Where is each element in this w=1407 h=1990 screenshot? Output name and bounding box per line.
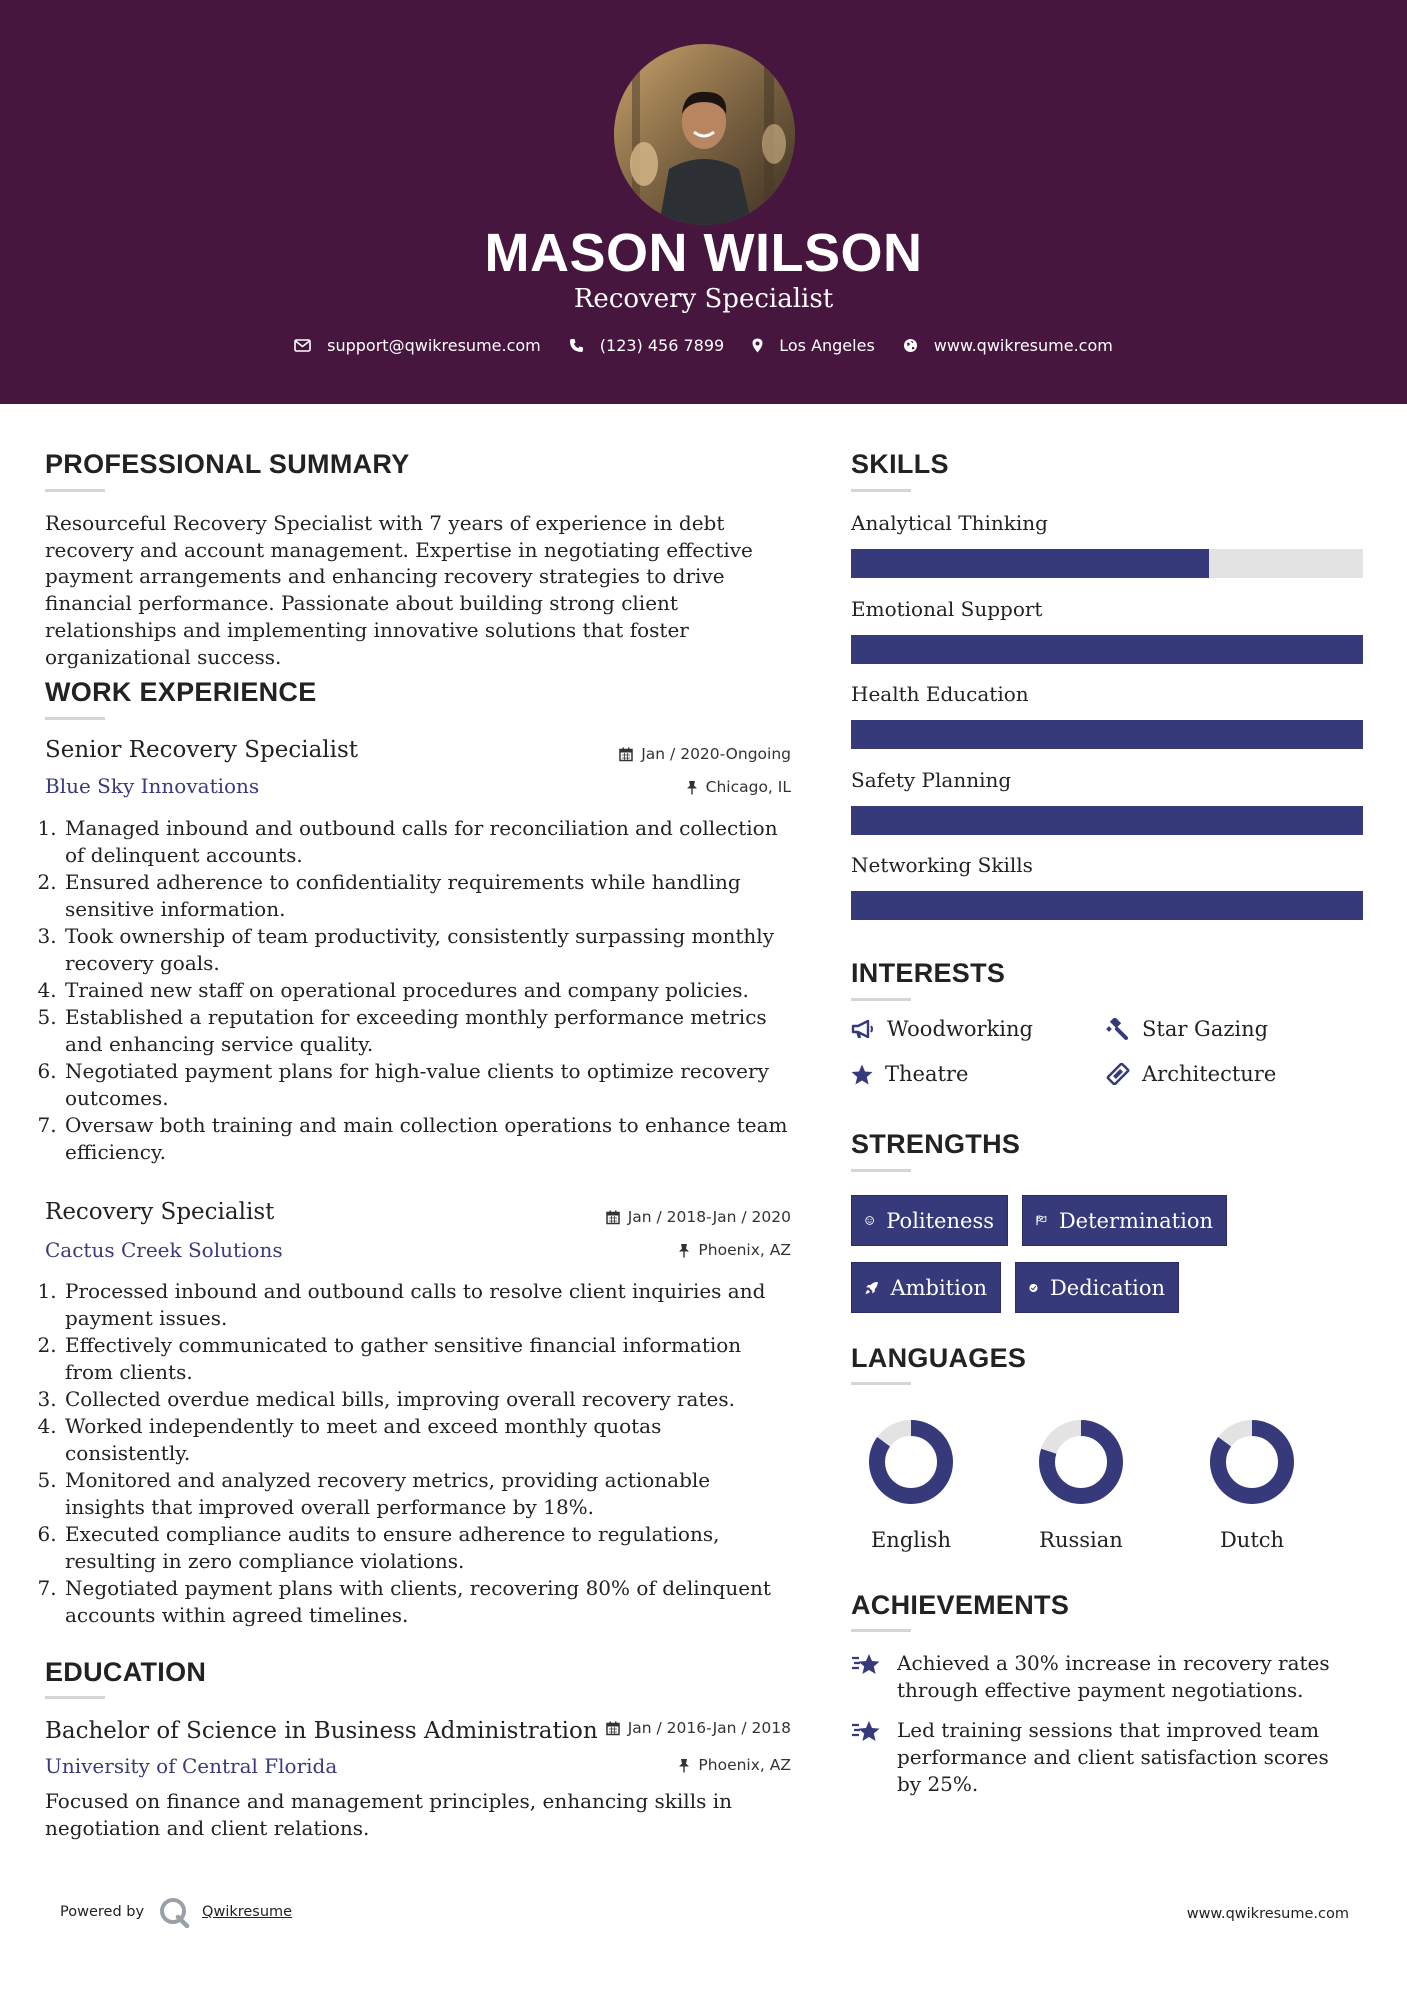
qwikresume-logo-icon <box>158 1896 192 1928</box>
education-description: Focused on finance and management principles, enhancing skills in negotiation and client relations. <box>45 1789 733 1840</box>
interests-heading: INTERESTS <box>851 958 1006 988</box>
skills-underline <box>851 489 911 492</box>
rocket-icon <box>865 1277 878 1299</box>
skill-label: Analytical Thinking <box>851 511 1048 535</box>
calendar-icon <box>619 747 633 762</box>
pushpin-icon <box>686 780 698 795</box>
list-item: 7. Oversaw both training and main collection operations to enhance team efficiency. <box>63 1112 790 1166</box>
achievements-heading: ACHIEVEMENTS <box>851 1590 1070 1620</box>
language-item <box>1187 1418 1317 1552</box>
pushpin-icon <box>678 1243 690 1258</box>
list-item: 2. Effectively communicated to gather sensitive financial information from clients. <box>63 1332 790 1386</box>
ticket-icon <box>1106 1063 1130 1085</box>
strength-badge <box>851 1262 1001 1313</box>
achievement-text: Led training sessions that improved team performance and client satisfaction scores by 25%. <box>897 1718 1329 1796</box>
achievements-underline <box>851 1629 911 1632</box>
summary-text: Resourceful Recovery Specialist with 7 years of experience in debt recovery and account management. Expertise in negotiating effective payment arrangements and enhancing recovery strategies to drive financial performance. Passionate about building strong client relationships and implementing innovative solutions that foster organizational success. <box>45 511 753 669</box>
strength-label: Ambition <box>890 1275 987 1300</box>
check-circle-icon <box>1029 1277 1038 1299</box>
resume-header <box>0 0 1407 404</box>
gavel-icon <box>1106 1018 1130 1040</box>
map-marker-icon <box>752 338 763 353</box>
language-label: English <box>870 1528 952 1552</box>
contact-website[interactable] <box>903 336 1113 355</box>
job-dates-text: Jan / 2020-Ongoing <box>641 745 791 763</box>
interest-item <box>851 1062 968 1086</box>
interests-underline <box>851 998 911 1001</box>
strengths-heading: STRENGTHS <box>851 1129 1021 1159</box>
language-label: Dutch <box>1219 1528 1285 1552</box>
skill-bar <box>851 720 1363 749</box>
megaphone-icon <box>851 1019 875 1039</box>
job-location <box>678 1241 791 1259</box>
language-label: Russian <box>1039 1528 1123 1552</box>
list-item: 5. Monitored and analyzed recovery metrics, providing actionable insights that improved overall performance by 18%. <box>63 1467 790 1521</box>
skill-bar-fill <box>851 891 1363 920</box>
interest-item <box>1106 1017 1268 1041</box>
list-item: 5. Established a reputation for exceeding monthly performance metrics and enhancing service quality. <box>63 1004 790 1058</box>
footer-website[interactable]: www.qwikresume.com <box>1186 1906 1349 1922</box>
list-item: 1. Processed inbound and outbound calls to resolve client inquiries and payment issues. <box>63 1278 790 1332</box>
contact-bar <box>0 336 1407 355</box>
education-location <box>678 1756 791 1774</box>
school-name: University of Central Florida <box>45 1754 338 1778</box>
pushpin-icon <box>678 1758 690 1773</box>
skill-bar <box>851 549 1363 578</box>
skill-label: Networking Skills <box>851 853 1033 877</box>
language-donut <box>867 1418 955 1506</box>
candidate-name: MASON WILSON <box>484 223 923 283</box>
job-title: Recovery Specialist <box>45 1199 275 1225</box>
job-dates-text: Jan / 2018-Jan / 2020 <box>627 1208 791 1226</box>
calendar-icon <box>606 1210 620 1225</box>
achievement-text: Achieved a 30% increase in recovery rates through effective payment negotiations. <box>897 1651 1330 1702</box>
star-icon <box>851 1064 873 1085</box>
skill-bar <box>851 806 1363 835</box>
job-title: Senior Recovery Specialist <box>45 737 359 763</box>
list-item: 6. Negotiated payment plans for high-value clients to optimize recovery outcomes. <box>63 1058 790 1112</box>
job-responsibilities <box>45 1278 790 1629</box>
contact-email[interactable] <box>294 336 541 355</box>
job-dates <box>606 1208 791 1226</box>
skills-heading: SKILLS <box>851 449 949 479</box>
skill-label: Safety Planning <box>851 767 1012 792</box>
envelope-icon <box>294 339 311 352</box>
languages-heading: LANGUAGES <box>851 1343 1027 1373</box>
contact-location <box>752 336 875 355</box>
strengths-underline <box>851 1169 911 1172</box>
strength-label: Politeness <box>886 1208 994 1233</box>
education-dates <box>606 1719 791 1737</box>
strength-label: Dedication <box>1049 1275 1165 1300</box>
job-location-text: Chicago, IL <box>705 778 791 796</box>
experience-heading: WORK EXPERIENCE <box>45 677 317 707</box>
phone-icon <box>569 338 584 353</box>
summary-heading: PROFESSIONAL SUMMARY <box>45 449 410 479</box>
powered-by-text: Powered by <box>60 1904 145 1920</box>
phone-text: (123) 456 7899 <box>599 336 725 355</box>
website-text: www.qwikresume.com <box>933 336 1113 355</box>
interest-label: Woodworking <box>887 1017 1033 1041</box>
calendar-icon <box>606 1721 620 1736</box>
list-item: 4. Trained new staff on operational procedures and company policies. <box>63 977 790 1004</box>
globe-icon <box>903 338 918 353</box>
candidate-role: Recovery Specialist <box>573 284 834 314</box>
achievement-item <box>851 1650 1351 1704</box>
location-text: Los Angeles <box>779 336 875 355</box>
education-underline <box>45 1696 105 1699</box>
interest-item <box>851 1017 1033 1041</box>
job-responsibilities <box>45 815 790 1166</box>
skill-bar <box>851 891 1363 920</box>
profile-photo <box>614 44 795 225</box>
interest-label: Architecture <box>1142 1062 1277 1086</box>
strength-badge <box>1015 1262 1179 1313</box>
language-donut <box>1208 1418 1296 1506</box>
list-item: 6. Executed compliance audits to ensure adherence to regulations, resulting in zero compliance violations. <box>63 1521 790 1575</box>
summary-underline <box>45 489 105 492</box>
smile-icon <box>865 1210 874 1231</box>
education-dates-text: Jan / 2016-Jan / 2018 <box>627 1719 791 1737</box>
list-item: 4. Worked independently to meet and exceed monthly quotas consistently. <box>63 1413 790 1467</box>
star-trophy-icon <box>851 1719 883 1745</box>
flag-icon <box>1036 1210 1047 1231</box>
strength-label: Determination <box>1058 1208 1213 1233</box>
star-trophy-icon <box>851 1652 883 1678</box>
language-item <box>846 1418 976 1552</box>
education-location-text: Phoenix, AZ <box>698 1756 791 1774</box>
skill-label: Emotional Support <box>851 596 1043 621</box>
list-item: 3. Took ownership of team productivity, consistently surpassing monthly recovery goals. <box>63 923 790 977</box>
job-location <box>686 778 791 796</box>
education-heading: EDUCATION <box>45 1657 207 1687</box>
strength-badge <box>851 1195 1008 1246</box>
interest-label: Theatre <box>885 1062 969 1086</box>
language-donut <box>1037 1418 1125 1506</box>
list-item: 7. Negotiated payment plans with clients, recovering 80% of delinquent accounts within agreed timelines. <box>63 1575 790 1629</box>
skill-bar-fill <box>851 549 1209 578</box>
skill-bar-fill <box>851 720 1363 749</box>
job-dates <box>619 745 791 763</box>
interest-label: Star Gazing <box>1142 1017 1269 1041</box>
language-item <box>1016 1418 1146 1552</box>
qwikresume-link[interactable]: Qwikresume <box>202 1904 293 1920</box>
email-text: support@qwikresume.com <box>327 336 541 355</box>
strength-badge <box>1022 1195 1227 1246</box>
degree-title: Bachelor of Science in Business Administration <box>45 1718 598 1744</box>
skill-bar-fill <box>851 806 1363 835</box>
skill-label: Health Education <box>851 682 1029 706</box>
skill-bar <box>851 635 1363 664</box>
job-company: Cactus Creek Solutions <box>45 1238 283 1262</box>
list-item: 1. Managed inbound and outbound calls for reconciliation and collection of delinquent accounts. <box>63 815 790 869</box>
footer-powered-by <box>60 1896 292 1928</box>
experience-underline <box>45 717 105 720</box>
job-company: Blue Sky Innovations <box>45 774 260 798</box>
languages-underline <box>851 1382 911 1385</box>
list-item: 2. Ensured adherence to confidentiality requirements while handling sensitive information. <box>63 869 790 923</box>
contact-phone[interactable] <box>569 336 724 355</box>
job-location-text: Phoenix, AZ <box>698 1241 791 1259</box>
achievement-item <box>851 1717 1351 1798</box>
list-item: 3. Collected overdue medical bills, improving overall recovery rates. <box>63 1386 790 1413</box>
interest-item <box>1106 1062 1276 1086</box>
skill-bar-fill <box>851 635 1363 664</box>
